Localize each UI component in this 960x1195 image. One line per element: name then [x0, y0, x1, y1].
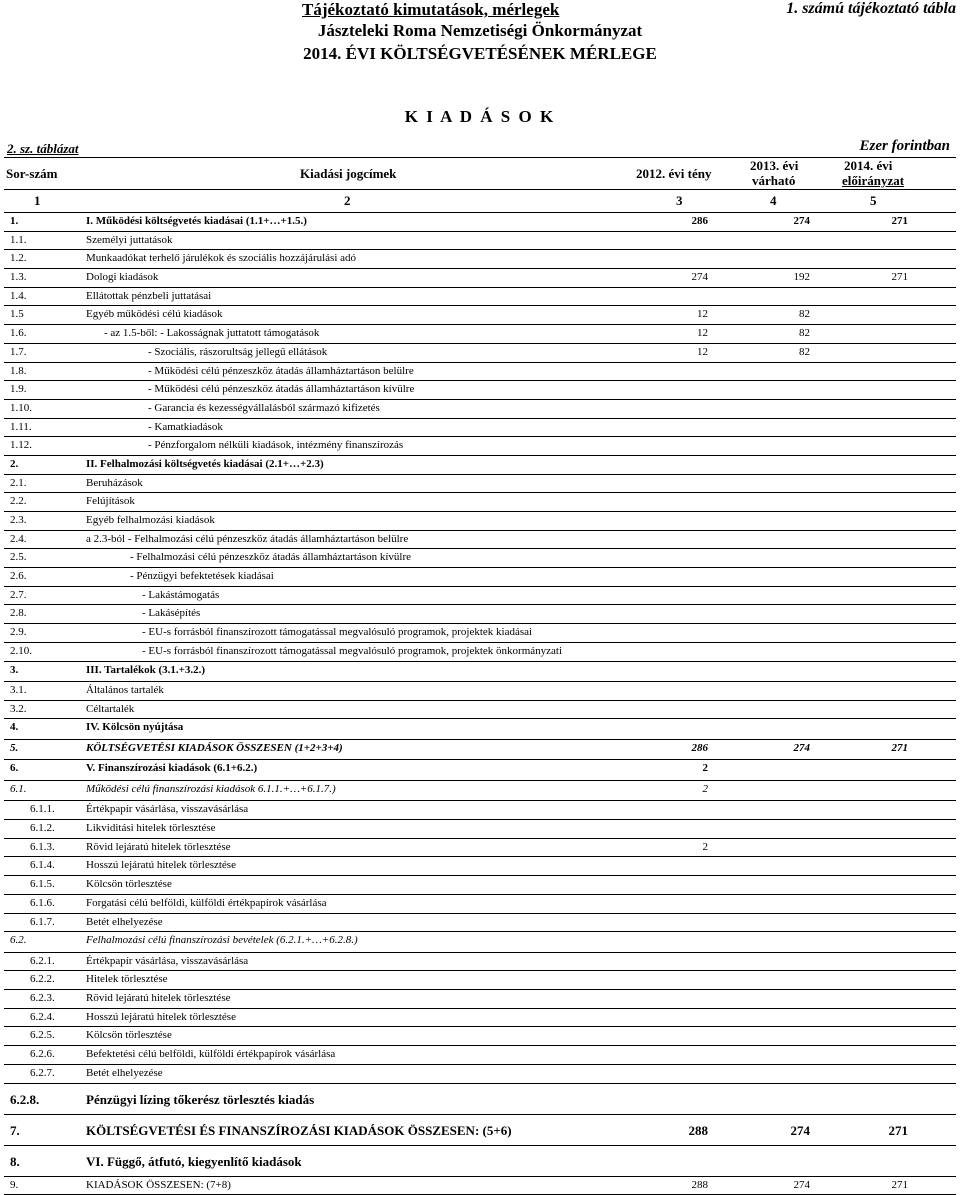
row-label: Egyéb működési célú kiadások	[86, 308, 223, 320]
table-row	[4, 624, 956, 643]
table-row	[4, 1177, 956, 1195]
value-2014: 271	[892, 742, 909, 754]
row-label: Általános tartalék	[86, 684, 164, 696]
row-label: Likviditási hitelek törlesztése	[86, 822, 216, 834]
value-2013: 274	[791, 1123, 811, 1139]
row-number: 6.2.7.	[30, 1067, 55, 1079]
value-2012: 12	[697, 346, 708, 358]
table-row	[4, 1065, 956, 1084]
row-number: 3.2.	[10, 703, 27, 715]
value-2013: 274	[794, 742, 811, 754]
table-row	[4, 363, 956, 382]
table-row	[4, 1084, 956, 1115]
row-label: Rövid lejáratú hitelek törlesztése	[86, 992, 230, 1004]
row-number: 6.1.3.	[30, 841, 55, 853]
row-label: Működési célú finanszírozási kiadások 6.1.1.+…+6.1.7.)	[86, 783, 336, 795]
row-number: 2.4.	[10, 533, 27, 545]
table-row	[4, 932, 956, 953]
row-label: - Szociális, rászorultság jellegű ellátások	[148, 346, 327, 358]
row-number: 6.2.3.	[30, 992, 55, 1004]
title-line	[0, 0, 960, 22]
row-label: Rövid lejáratú hitelek törlesztése	[86, 841, 230, 853]
row-number: 2.10.	[10, 645, 32, 657]
row-number: 5.	[10, 742, 18, 754]
row-number: 1.8.	[10, 365, 27, 377]
table-row	[4, 1146, 956, 1177]
row-label: Felhalmozási célú finanszírozási bevételek (6.2.1.+…+6.2.8.)	[86, 934, 358, 946]
row-number: 2.5.	[10, 551, 27, 563]
row-number: 1.4.	[10, 290, 27, 302]
value-2012: 288	[692, 1179, 709, 1191]
row-label: VI. Függő, átfutó, kiegyenlítő kiadások	[86, 1154, 302, 1170]
row-number: 2.2.	[10, 495, 27, 507]
value-2014: 271	[889, 1123, 909, 1139]
row-number: 6.2.8.	[10, 1092, 39, 1108]
col-header-2013-sub: várható	[752, 173, 795, 189]
value-2013: 82	[799, 308, 810, 320]
table-row	[4, 475, 956, 494]
table-row	[4, 953, 956, 972]
table-row	[4, 250, 956, 269]
page-title: Tájékoztató kimutatások, mérlegek	[302, 0, 559, 20]
org-name: Jászteleki Roma Nemzetiségi Önkormányzat	[0, 21, 960, 41]
value-2012: 286	[692, 215, 709, 227]
row-number: 8.	[10, 1154, 20, 1170]
row-label: - az 1.5-ből: - Lakosságnak juttatott támogatások	[104, 327, 319, 339]
col-num-3: 3	[676, 193, 683, 209]
table-body	[4, 213, 956, 1195]
table-row	[4, 587, 956, 606]
row-number: 6.1.1.	[30, 803, 55, 815]
table-row	[4, 568, 956, 587]
row-label: III. Tartalékok (3.1.+3.2.)	[86, 664, 205, 676]
row-number: 6.2.5.	[30, 1029, 55, 1041]
row-number: 2.1.	[10, 477, 27, 489]
section-title: K I A D Á S O K	[0, 107, 960, 127]
table-row	[4, 493, 956, 512]
value-2013: 274	[794, 1179, 811, 1191]
row-number: 2.7.	[10, 589, 27, 601]
col-header-2012: 2012. évi tény	[636, 166, 711, 182]
row-label: Munkaadókat terhelő járulékok és szociális hozzájárulási adó	[86, 252, 356, 264]
table-row	[4, 1027, 956, 1046]
col-header-2013: 2013. évi	[750, 158, 798, 174]
row-label: Egyéb felhalmozási kiadások	[86, 514, 215, 526]
row-number: 9.	[10, 1179, 18, 1191]
row-label: - Lakásépítés	[142, 607, 200, 619]
row-label: Céltartalék	[86, 703, 134, 715]
row-number: 2.6.	[10, 570, 27, 582]
row-number: 1.7.	[10, 346, 27, 358]
row-label: Pénzügyi lízing tőkerész törlesztés kiadás	[86, 1092, 314, 1108]
row-label: KÖLTSÉGVETÉSI KIADÁSOK ÖSSZESEN (1+2+3+4)	[86, 742, 343, 754]
row-number: 1.2.	[10, 252, 27, 264]
row-number: 2.8.	[10, 607, 27, 619]
row-number: 6.1.2.	[30, 822, 55, 834]
table-row	[4, 760, 956, 781]
row-label: Ellátottak pénzbeli juttatásai	[86, 290, 211, 302]
table-row	[4, 419, 956, 438]
row-label: - Pénzügyi befektetések kiadásai	[130, 570, 274, 582]
row-number: 6.1.	[10, 783, 27, 795]
table-row	[4, 437, 956, 456]
table-row	[4, 605, 956, 624]
table-row	[4, 456, 956, 475]
table-row	[4, 682, 956, 701]
row-label: Kölcsön törlesztése	[86, 878, 172, 890]
row-number: 2.	[10, 458, 18, 470]
row-number: 6.1.4.	[30, 859, 55, 871]
row-number: 1.	[10, 215, 18, 227]
row-label: Hitelek törlesztése	[86, 973, 168, 985]
col-header-jogcim: Kiadási jogcímek	[300, 166, 396, 182]
row-number: 6.	[10, 762, 18, 774]
row-label: V. Finanszírozási kiadások (6.1+6.2.)	[86, 762, 257, 774]
row-label: - Működési célú pénzeszköz átadás államháztartáson kívülre	[148, 383, 414, 395]
table-row	[4, 781, 956, 802]
row-label: KIADÁSOK ÖSSZESEN: (7+8)	[86, 1179, 231, 1191]
row-number: 1.11.	[10, 421, 32, 433]
row-number: 6.1.7.	[30, 916, 55, 928]
table-row	[4, 400, 956, 419]
table-row	[4, 801, 956, 820]
row-number: 4.	[10, 721, 18, 733]
row-label: - Működési célú pénzeszköz átadás államháztartáson belülre	[148, 365, 414, 377]
row-number: 6.2.	[10, 934, 27, 946]
value-2013: 274	[794, 215, 811, 227]
row-number: 6.2.1.	[30, 955, 55, 967]
col-num-4: 4	[770, 193, 777, 209]
row-label: - EU-s forrásból finanszírozott támogatással megvalósuló programok, projektek kiadásai	[142, 626, 532, 638]
value-2012: 2	[703, 762, 709, 774]
value-2013: 192	[794, 271, 811, 283]
row-number: 3.	[10, 664, 18, 676]
col-num-2: 2	[344, 193, 351, 209]
table-row	[4, 895, 956, 914]
row-number: 6.1.5.	[30, 878, 55, 890]
table-number: 2. sz. táblázat	[7, 141, 79, 157]
row-label: Személyi juttatások	[86, 234, 172, 246]
table-row	[4, 839, 956, 858]
row-label: II. Felhalmozási költségvetés kiadásai (2.1+…+2.3)	[86, 458, 324, 470]
col-header-2014-sub: előirányzat	[842, 173, 904, 189]
row-number: 1.3.	[10, 271, 27, 283]
value-2012: 274	[692, 271, 709, 283]
table-row	[4, 232, 956, 251]
table-row	[4, 1046, 956, 1065]
table-row	[4, 549, 956, 568]
row-label: Befektetési célú belföldi, külföldi értékpapírok vásárlása	[86, 1048, 335, 1060]
row-number: 1.12.	[10, 439, 32, 451]
value-2014: 271	[892, 1179, 909, 1191]
table-row	[4, 876, 956, 895]
table-row	[4, 531, 956, 550]
table-row	[4, 288, 956, 307]
table-row	[4, 643, 956, 662]
table-label: 1. számú tájékoztató tábla	[786, 0, 956, 18]
row-label: Dologi kiadások	[86, 271, 158, 283]
row-label: - EU-s forrásból finanszírozott támogatással megvalósuló programok, projektek önkormányzati	[142, 645, 562, 657]
row-label: a 2.3-ból - Felhalmozási célú pénzeszköz átadás államháztartáson belülre	[86, 533, 408, 545]
table-row	[4, 381, 956, 400]
table-row	[4, 719, 956, 740]
col-num-5: 5	[870, 193, 877, 209]
row-number: 1.9.	[10, 383, 27, 395]
table-row	[4, 971, 956, 990]
value-2014: 271	[892, 215, 909, 227]
row-label: Értékpapír vásárlása, visszavásárlása	[86, 955, 248, 967]
row-label: - Kamatkiadások	[148, 421, 223, 433]
table-row	[4, 269, 956, 288]
row-number: 6.2.6.	[30, 1048, 55, 1060]
row-label: Hosszú lejáratú hitelek törlesztése	[86, 859, 236, 871]
row-label: Hosszú lejáratú hitelek törlesztése	[86, 1011, 236, 1023]
row-label: Felújítások	[86, 495, 135, 507]
table-row	[4, 990, 956, 1009]
column-headers	[4, 157, 956, 190]
table-row	[4, 306, 956, 325]
table-row	[4, 662, 956, 683]
row-number: 1.1.	[10, 234, 27, 246]
row-label: IV. Kölcsön nyújtása	[86, 721, 183, 733]
row-number: 3.1.	[10, 684, 27, 696]
row-label: KÖLTSÉGVETÉSI ÉS FINANSZÍROZÁSI KIADÁSOK ÖSSZESEN: (5+6)	[86, 1123, 512, 1139]
row-number: 1.5	[10, 308, 24, 320]
value-2012: 288	[689, 1123, 709, 1139]
row-label: - Lakástámogatás	[142, 589, 219, 601]
table-row	[4, 1009, 956, 1028]
table-row	[4, 701, 956, 720]
row-label: Kölcsön törlesztése	[86, 1029, 172, 1041]
column-numbers	[4, 190, 956, 213]
table-row	[4, 344, 956, 363]
row-number: 6.1.6.	[30, 897, 55, 909]
col-num-1: 1	[34, 193, 41, 209]
row-label: - Garancia és kezességvállalásból származó kifizetés	[148, 402, 380, 414]
row-label: Betét elhelyezése	[86, 1067, 163, 1079]
value-2012: 12	[697, 308, 708, 320]
table-row	[4, 857, 956, 876]
value-2012: 2	[703, 783, 709, 795]
table-row	[4, 1115, 956, 1146]
row-label: Értékpapír vásárlása, visszavásárlása	[86, 803, 248, 815]
unit-label: Ezer forintban	[860, 138, 950, 155]
row-label: - Felhalmozási célú pénzeszköz átadás államháztartáson kívülre	[130, 551, 411, 563]
expenditure-table	[4, 157, 956, 1195]
value-2012: 12	[697, 327, 708, 339]
table-row	[4, 820, 956, 839]
row-label: - Pénzforgalom nélküli kiadások, intézmény finanszírozás	[148, 439, 403, 451]
row-number: 1.6.	[10, 327, 27, 339]
table-row	[4, 914, 956, 933]
value-2014: 271	[892, 271, 909, 283]
row-number: 6.2.4.	[30, 1011, 55, 1023]
row-number: 6.2.2.	[30, 973, 55, 985]
value-2012: 286	[692, 742, 709, 754]
table-row	[4, 512, 956, 531]
budget-title: 2014. ÉVI KÖLTSÉGVETÉSÉNEK MÉRLEGE	[0, 44, 960, 64]
table-row	[4, 213, 956, 232]
col-header-2014: 2014. évi	[844, 158, 892, 174]
table-row	[4, 325, 956, 344]
row-number: 2.3.	[10, 514, 27, 526]
table-row	[4, 740, 956, 761]
value-2013: 82	[799, 346, 810, 358]
row-label: Forgatási célú belföldi, külföldi értékpapírok vásárlása	[86, 897, 327, 909]
row-number: 2.9.	[10, 626, 27, 638]
value-2012: 2	[703, 841, 709, 853]
row-label: Beruházások	[86, 477, 143, 489]
row-label: Betét elhelyezése	[86, 916, 163, 928]
row-number: 1.10.	[10, 402, 32, 414]
col-header-sorszam: Sor-szám	[6, 166, 58, 182]
row-label: I. Működési költségvetés kiadásai (1.1+…+1.5.)	[86, 215, 307, 227]
value-2013: 82	[799, 327, 810, 339]
row-number: 7.	[10, 1123, 20, 1139]
